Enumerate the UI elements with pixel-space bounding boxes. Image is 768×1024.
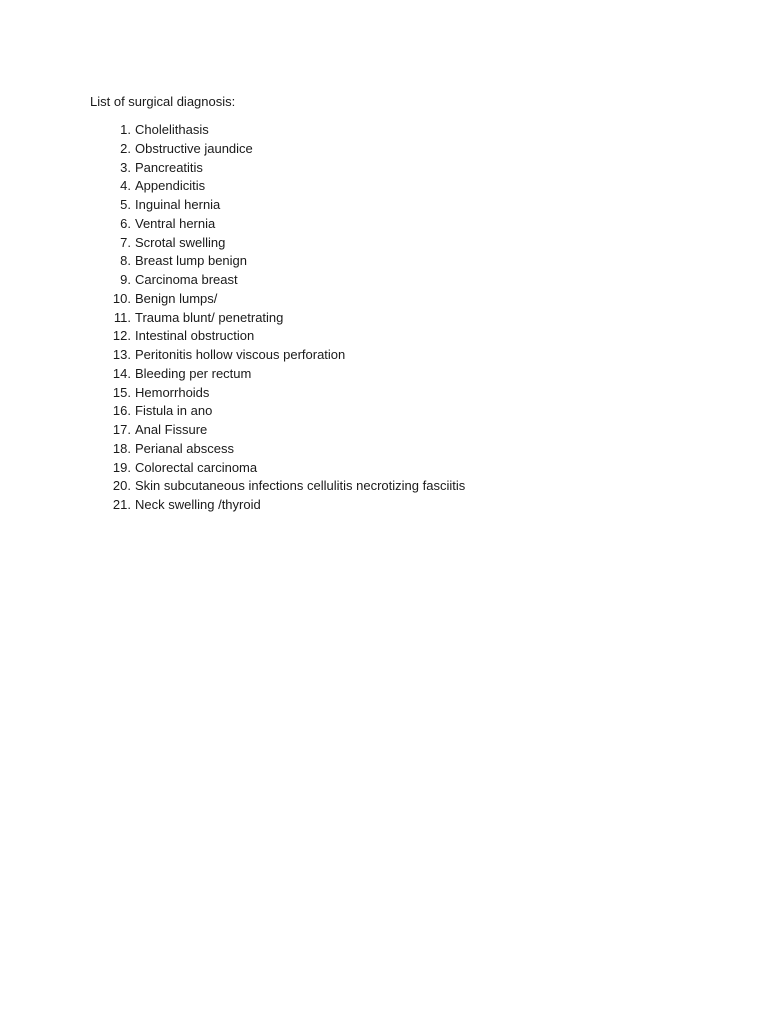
- list-item-text: Bleeding per rectum: [135, 365, 252, 381]
- list-item-number: 4.: [120, 178, 131, 194]
- list-item-number: 8.: [120, 253, 131, 269]
- list-item-number: 7.: [120, 234, 131, 250]
- list-item-number: 12.: [112, 328, 131, 344]
- list-item-text: Breast lump benign: [135, 253, 248, 269]
- list-item-number: 17.: [112, 422, 131, 437]
- list-item-text: Benign lumps/: [135, 290, 218, 306]
- list-item-text: Pancreatitis: [135, 159, 203, 175]
- list-item-text: Cholelithasis: [135, 122, 209, 137]
- list-item-number: 15.: [112, 384, 131, 400]
- list-item-text: Ventral hernia: [135, 215, 216, 231]
- list-item-text: Fistula in ano: [135, 403, 213, 419]
- list-item-number: 13.: [112, 347, 131, 362]
- list-item-text: Skin subcutaneous infections cellulitis necrotizing fasciitis: [135, 478, 466, 494]
- list-item-text: Perianal abscess: [135, 440, 234, 456]
- list-item-number: 20.: [112, 478, 131, 494]
- list-item-number: 18.: [112, 440, 131, 456]
- list-item-text: Intestinal obstruction: [135, 328, 255, 344]
- list-item-text: Inguinal hernia: [135, 197, 221, 212]
- list-item-number: 21.: [112, 497, 131, 512]
- list-item-text: Trauma blunt/ penetrating: [135, 309, 284, 325]
- list-item-number: 11.: [113, 309, 131, 325]
- list-item-number: 2.: [120, 140, 131, 156]
- list-item-number: 14.: [112, 365, 131, 381]
- list-item-text: Neck swelling /thyroid: [135, 497, 261, 512]
- list-item-text: Hemorrhoids: [135, 384, 210, 400]
- list-item-text: Obstructive jaundice: [135, 140, 253, 156]
- list-item-text: Anal Fissure: [135, 422, 208, 437]
- list-item-number: 5.: [120, 197, 131, 212]
- list-item-text: Colorectal carcinoma: [135, 459, 258, 475]
- list-item-number: 3.: [120, 159, 131, 175]
- list-item-number: 9.: [120, 272, 131, 287]
- list-item-text: Appendicitis: [135, 178, 206, 194]
- list-item-number: 10.: [112, 290, 131, 306]
- list-item-number: 19.: [112, 459, 131, 475]
- list-item-number: 6.: [120, 215, 131, 231]
- list-item-number: 16.: [112, 403, 131, 419]
- list-item-number: 1.: [120, 122, 131, 137]
- list-item-text: Peritonitis hollow viscous perforation: [135, 347, 346, 362]
- document-title: List of surgical diagnosis:: [90, 94, 236, 109]
- list-item-text: Carcinoma breast: [135, 272, 238, 287]
- list-item-text: Scrotal swelling: [135, 234, 226, 250]
